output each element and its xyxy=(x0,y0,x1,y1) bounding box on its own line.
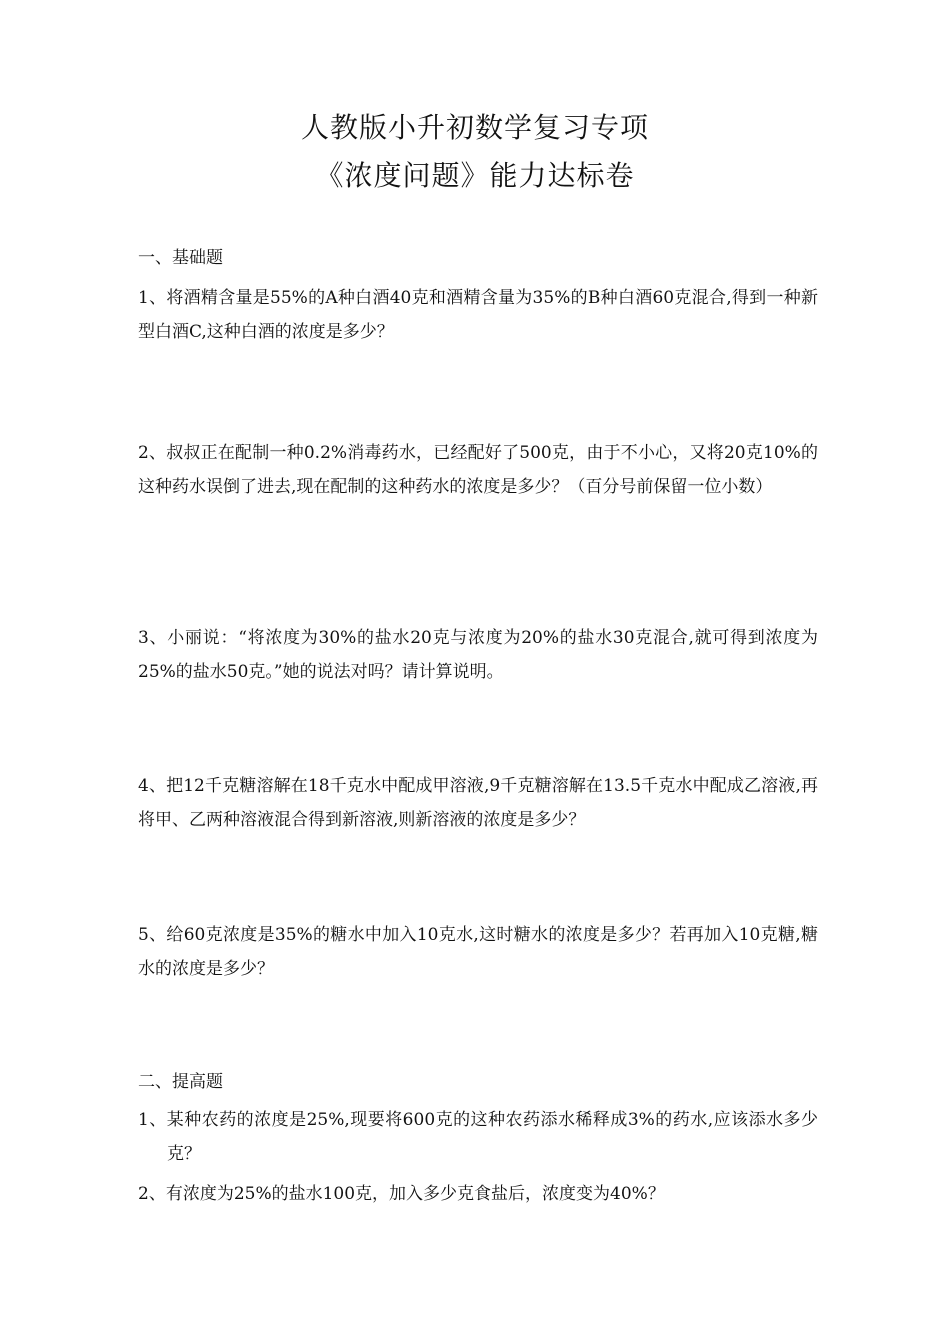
question-basic-3: 3、小丽说：“将浓度为30%的盐水20克与浓度为20%的盐水30克混合,就可得到浓度为25%的盐水50克。”她的说法对吗？请计算说明。 xyxy=(138,628,818,682)
document-subtitle: 《浓度问题》能力达标卷 xyxy=(315,159,635,192)
document-title: 人教版小升初数学复习专项 xyxy=(300,111,649,144)
section-heading-advanced: 二、提高题 xyxy=(138,1072,223,1092)
question-basic-2: 2、叔叔正在配制一种0.2%消毒药水，已经配好了500克，由于不小心，又将20克10%的这种药水误倒了进去,现在配制的这种药水的浓度是多少？（百分号前保留一位小数） xyxy=(138,443,818,497)
section-heading-basic: 一、基础题 xyxy=(138,248,223,268)
question-basic-1: 1、将酒精含量是55%的A种白酒40克和酒精含量为35%的B种白酒60克混合,得到一种新型白酒C,这种白酒的浓度是多少？ xyxy=(138,288,818,342)
question-basic-5: 5、给60克浓度是35%的糖水中加入10克水,这时糖水的浓度是多少？若再加入10克糖,糖水的浓度是多少？ xyxy=(138,925,818,979)
question-advanced-1: 1、某种农药的浓度是25%,现要将600克的这种农药添水稀释成3%的药水,应该添水多少克？ xyxy=(138,1110,818,1164)
question-basic-4: 4、把12千克糖溶解在18千克水中配成甲溶液,9千克糖溶解在13.5千克水中配成乙溶液,再将甲、乙两种溶液混合得到新溶液,则新溶液的浓度是多少？ xyxy=(138,776,818,830)
question-advanced-2: 2、有浓度为25%的盐水100克，加入多少克食盐后，浓度变为40%？ xyxy=(138,1184,665,1204)
